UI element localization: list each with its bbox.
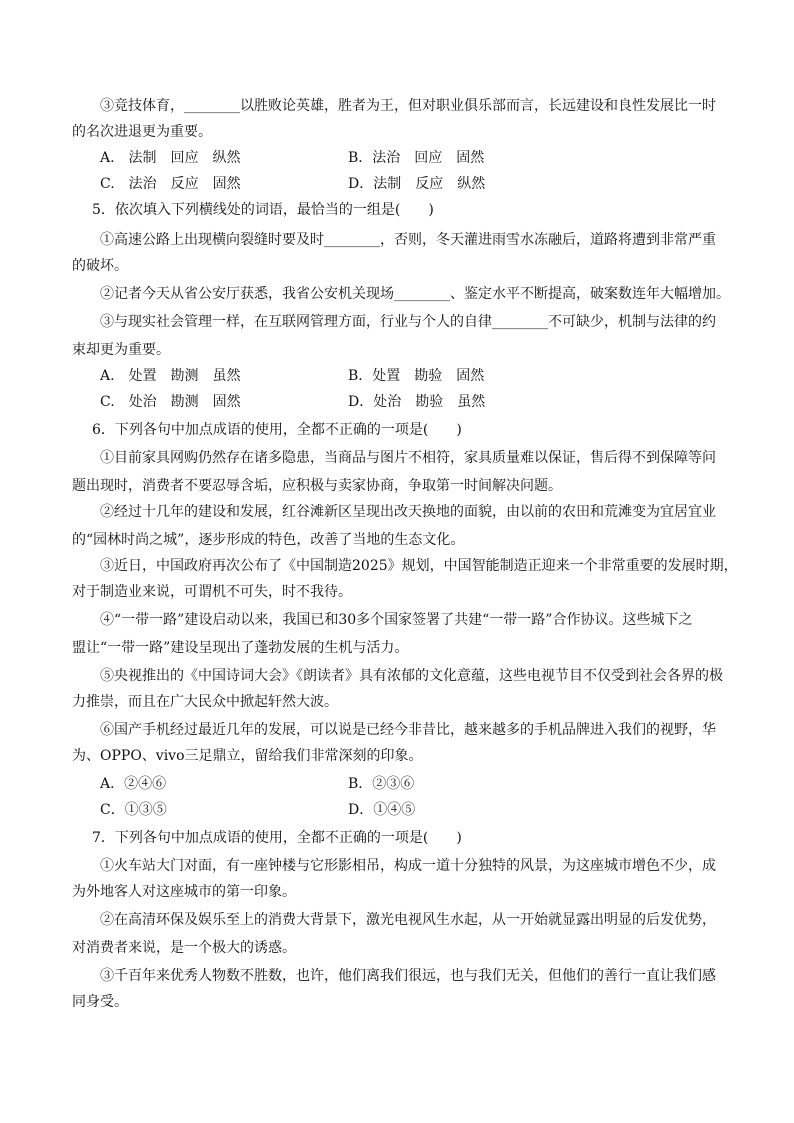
q6-item4-line2: 盟让“一带一路”建设呈现出了蓬勃发展的生机与活力。 xyxy=(72,640,409,656)
q6-item1-line1: ①目前家具网购仍然存在诸多隐患，当商品与图片不相符，家具质量难以保证，售后得不到保障等问 xyxy=(100,450,716,466)
q6-option-d: D．①④⑤ xyxy=(348,802,416,818)
q7-item3-line1: ③千百年来优秀人物数不胜数，也许，他们离我们很远，也与我们无关，但他们的善行一直让我们感 xyxy=(100,968,716,984)
q7-item2-line2: 对消费者来说，是一个极大的诱惑。 xyxy=(72,940,296,956)
q6-item3-line1: ③近日，中国政府再次公布了《中国制造2025》规划，中国智能制造正迎来一个非常重要的发展时期， xyxy=(100,558,738,574)
q6-option-a: A．②④⑥ xyxy=(100,776,167,792)
q6-item5-line2: 力推崇，而且在广大民众中掀起轩然大波。 xyxy=(72,694,338,710)
q5-title: 5．依次填入下列横线处的词语，最恰当的一组是( ) xyxy=(92,202,434,218)
q5-option-c: C. 处治 勘测 固然 xyxy=(100,394,241,410)
q5-item1-line1: ①高速公路上出现横向裂缝时要及时________，否则，冬天灌进雨雪水冻融后，道路将遭到非常严重 xyxy=(100,232,716,248)
q5-item1-line2: 的破坏。 xyxy=(72,258,128,274)
q6-item5-line1: ⑤央视推出的《中国诗词大会》《朗读者》具有浓郁的文化意蕴，这些电视节目不仅受到社会各界的极 xyxy=(100,668,723,684)
q5-option-a: A. 处置 勘测 虽然 xyxy=(100,368,241,384)
q6-item2-line2: 的“园林时尚之城”，逐步形成的特色，改善了当地的生态文化。 xyxy=(72,532,465,548)
q6-title: 6．下列各句中加点成语的使用，全都不正确的一项是( ) xyxy=(92,422,462,438)
q6-item2-line1: ②经过十几年的建设和发展，红谷滩新区呈现出改天换地的面貌，由以前的农田和荒滩变为宜居宜业 xyxy=(100,504,716,520)
q5-option-b: B．处置 勘验 固然 xyxy=(348,368,485,384)
q4-item3-line1: ③竞技体育，________以胜败论英雄，胜者为王，但对职业俱乐部而言，长远建设和良性发展比一时 xyxy=(100,98,716,114)
q6-option-b: B．②③⑥ xyxy=(348,776,415,792)
q6-item6-line1: ⑥国产手机经过最近几年的发展，可以说是已经今非昔比，越来越多的手机品牌进入我们的视野，华 xyxy=(100,722,716,738)
q5-item2: ②记者今天从省公安厅获悉，我省公安机关现场________、鉴定水平不断提高，破案数连年大幅增加。 xyxy=(100,286,730,302)
q5-item3-line2: 束却更为重要。 xyxy=(72,342,170,358)
q5-option-d: D．处治 勘验 虽然 xyxy=(348,394,486,410)
q4-option-b: B．法治 回应 固然 xyxy=(348,150,485,166)
q7-item1-line1: ①火车站大门对面，有一座钟楼与它形影相吊，构成一道十分独特的风景，为这座城市增色不少，成 xyxy=(100,858,716,874)
q5-item3-line1: ③与现实社会管理一样，在互联网管理方面，行业与个人的自律________不可缺少，机制与法律的约 xyxy=(100,314,716,330)
q7-item3-line2: 同身受。 xyxy=(72,994,128,1010)
q6-item4-line1: ④“一带一路”建设启动以来，我国已和30多个国家签署了共建“一带一路”合作协议。这些城下之 xyxy=(100,612,693,628)
q6-item1-line2: 题出现时，消费者不要忍辱含垢，应积极与卖家协商，争取第一时间解决问题。 xyxy=(72,478,562,494)
q7-item1-line2: 为外地客人对这座城市的第一印象。 xyxy=(72,884,296,900)
q6-option-c: C．①③⑤ xyxy=(100,802,167,818)
q4-option-c: C. 法治 反应 固然 xyxy=(100,176,241,192)
q4-option-a: A. 法制 回应 纵然 xyxy=(100,150,241,166)
q6-item6-line2: 为、OPPO、vivo三足鼎立，留给我们非常深刻的印象。 xyxy=(72,748,423,764)
q4-option-d: D．法制 反应 纵然 xyxy=(348,176,486,192)
q4-item3-line2: 的名次进退更为重要。 xyxy=(72,124,212,140)
q6-item3-line2: 对于制造业来说，可谓机不可失，时不我待。 xyxy=(72,584,352,600)
q7-item2-line1: ②在高清环保及娱乐至上的消费大背景下，激光电视风生水起，从一开始就显露出明显的后发优势， xyxy=(100,912,716,928)
q7-title: 7．下列各句中加点成语的使用，全都不正确的一项是( ) xyxy=(92,830,462,846)
